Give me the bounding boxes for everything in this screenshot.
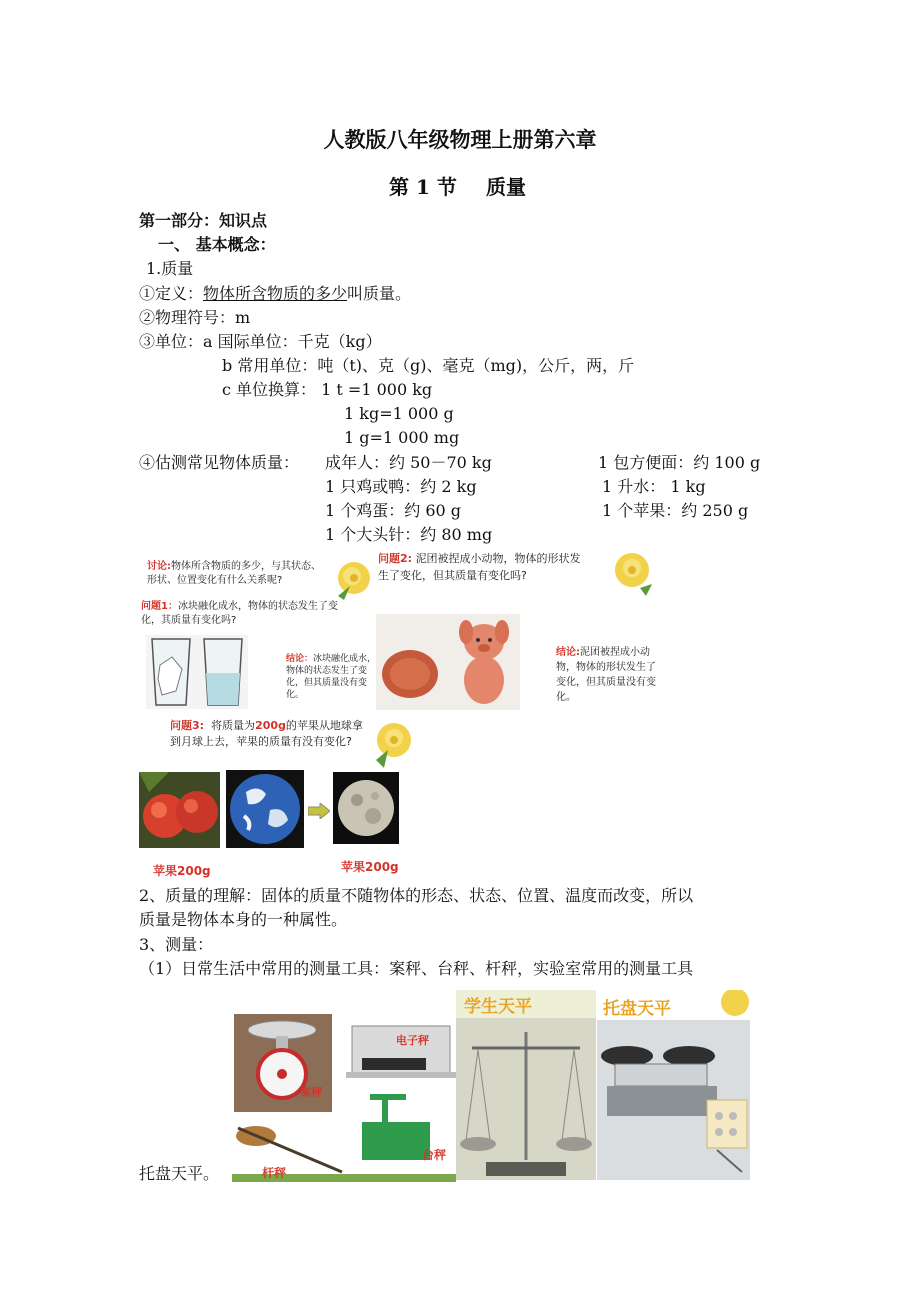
case-scale-label: 案秤 xyxy=(300,1086,322,1099)
discussion-note: 讨论:物体所含物质的多少，与其状态、形状、位置变化有什么关系呢? xyxy=(147,561,321,586)
conclusion1-note: 结论：冰块融化成水，物体的状态发生了变化，但其质量没有变化。 xyxy=(286,654,377,700)
rose-icon xyxy=(610,548,656,596)
apples-image xyxy=(139,772,220,848)
conversion-kg-g: 1 kg=1 000 g xyxy=(344,404,454,423)
estimate-chicken: 1 只鸡或鸭：约 2 kg xyxy=(325,477,477,496)
unit-c-line: c 单位换算： 1 t =1 000 kg xyxy=(222,380,433,399)
estimate-label: ④估测常见物体质量： xyxy=(139,453,300,472)
estimate-water: 1 升水： 1 kg xyxy=(602,477,706,496)
clay-animal-image xyxy=(376,614,520,710)
basic-heading: 一、 基本概念： xyxy=(158,235,276,254)
estimate-pin: 1 个大头针：约 80 mg xyxy=(325,525,493,544)
apple-label-moon: 苹果200g xyxy=(341,860,399,874)
definition-prefix: ①定义： xyxy=(139,284,204,303)
section-number: 第 1 节 xyxy=(389,175,457,199)
question3-note: 问题3: 将质量为200g的苹果从地球拿到月球上去，苹果的质量有没有变化? xyxy=(170,719,363,748)
unit-b-line: b 常用单位：吨（t)、克（g)、毫克（mg)，公斤，两，斤 xyxy=(222,356,635,375)
electronic-scale-label: 电子秤 xyxy=(396,1034,429,1047)
section-title: 质量 xyxy=(486,175,526,199)
estimate-adult: 成年人：约 50－70 kg xyxy=(325,453,492,472)
earth-image xyxy=(226,770,304,848)
rose-icon xyxy=(370,716,416,768)
conclusion2-note: 结论:泥团被捏成小动物，物体的形状发生了变化，但其质量没有变化。 xyxy=(556,647,656,703)
definition-line xyxy=(139,282,411,306)
measurement-tools-tail: 托盘天平。 xyxy=(139,1164,220,1183)
scales-collage xyxy=(232,1012,456,1182)
arrow-right-icon xyxy=(308,803,330,819)
tray-balance-label: 托盘天平 xyxy=(603,999,671,1019)
conversion-g-mg: 1 g=1 000 mg xyxy=(344,428,460,447)
understanding-line-2: 质量是物体本身的一种属性。 xyxy=(139,910,348,929)
estimate-egg: 1 个鸡蛋：约 60 g xyxy=(325,501,462,520)
estimate-apple: 1 个苹果：约 250 g xyxy=(602,501,749,520)
symbol-line: ②物理符号：m xyxy=(139,308,251,327)
unit-a-line: ③单位：a 国际单位：千克（kg） xyxy=(139,332,382,351)
understanding-line-1: 2、质量的理解：固体的质量不随物体的形态、状态、位置、温度而改变，所以 xyxy=(139,886,694,905)
definition-underlined: 物体所含物质的多少 xyxy=(203,284,348,303)
item1-heading: 1.质量 xyxy=(146,259,194,278)
tray-balance-image xyxy=(597,990,750,1180)
question1-note: 问题1：冰块融化成水，物体的状态发生了变化，其质量有变化吗? xyxy=(141,601,338,626)
student-balance-image xyxy=(456,990,596,1180)
moon-image xyxy=(333,772,399,844)
platform-scale-label: 台秤 xyxy=(422,1148,447,1162)
rose-icon xyxy=(330,556,376,602)
student-balance-label: 学生天平 xyxy=(464,997,532,1017)
estimate-noodles: 1 包方便面：约 100 g xyxy=(598,453,761,472)
measurement-tools-line: （1）日常生活中常用的测量工具：案秤、台秤、杆秤，实验室常用的测量工具 xyxy=(139,959,694,978)
page-title: 人教版八年级物理上册第六章 xyxy=(323,127,597,152)
question2-note: 问题2: 泥团被捏成小动物，物体的形状发生了变化，但其质量有变化吗? xyxy=(378,552,581,582)
measurement-heading: 3、测量： xyxy=(139,935,214,954)
ice-water-glasses-image xyxy=(146,635,248,709)
definition-suffix: 叫质量。 xyxy=(347,284,412,303)
part1-heading: 第一部分：知识点 xyxy=(139,211,268,230)
steelyard-label: 杆秤 xyxy=(262,1166,287,1180)
apple-label-earth: 苹果200g xyxy=(153,864,211,878)
